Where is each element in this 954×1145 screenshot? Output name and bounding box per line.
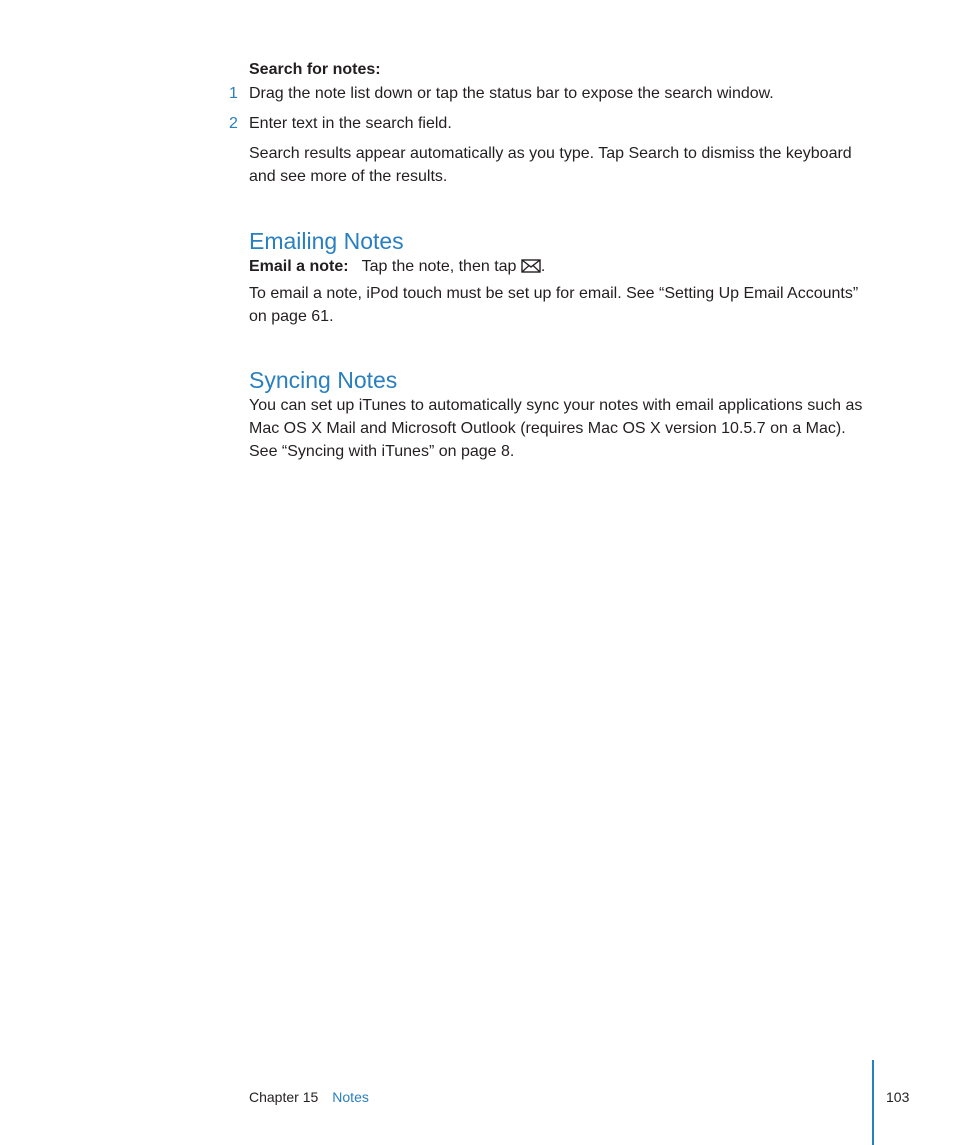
email-a-note-line xyxy=(249,255,869,278)
step-text: Enter text in the search field. xyxy=(249,115,452,132)
step-number: 1 xyxy=(229,85,238,102)
email-instruction-end: . xyxy=(540,258,546,275)
footer-chapter: Chapter 15 xyxy=(249,1089,319,1105)
page-content xyxy=(229,58,869,463)
email-setup-paragraph: To email a note, iPod touch must be set up for email. See “Setting Up Email Accounts” on page 61. xyxy=(249,285,859,325)
syncing-notes-title: Syncing Notes xyxy=(249,367,398,393)
search-results-paragraph: Search results appear automatically as you type. Tap Search to dismiss the keyboard and see more of the results. xyxy=(249,145,852,185)
envelope-icon xyxy=(521,259,541,273)
page-footer xyxy=(249,1087,369,1107)
emailing-notes-title: Emailing Notes xyxy=(249,228,404,254)
page-number-rule xyxy=(872,1060,874,1145)
email-instruction: Tap the note, then tap xyxy=(361,258,517,275)
search-notes-heading: Search for notes: xyxy=(249,61,381,78)
email-a-note-label: Email a note: xyxy=(249,258,349,275)
step-text: Drag the note list down or tap the status bar to expose the search window. xyxy=(249,85,774,102)
footer-chapter-name: Notes xyxy=(332,1089,369,1105)
step-number: 2 xyxy=(229,115,238,132)
page-number: 103 xyxy=(886,1089,910,1105)
step-1 xyxy=(229,82,869,105)
step-2 xyxy=(229,112,869,135)
syncing-paragraph: You can set up iTunes to automatically sync your notes with email applications such as Mac OS X Mail and Microsoft Outlook (requires Mac OS X version 10.5.7 on a Mac). See “Syncing with iTunes” on page 8. xyxy=(249,397,863,460)
